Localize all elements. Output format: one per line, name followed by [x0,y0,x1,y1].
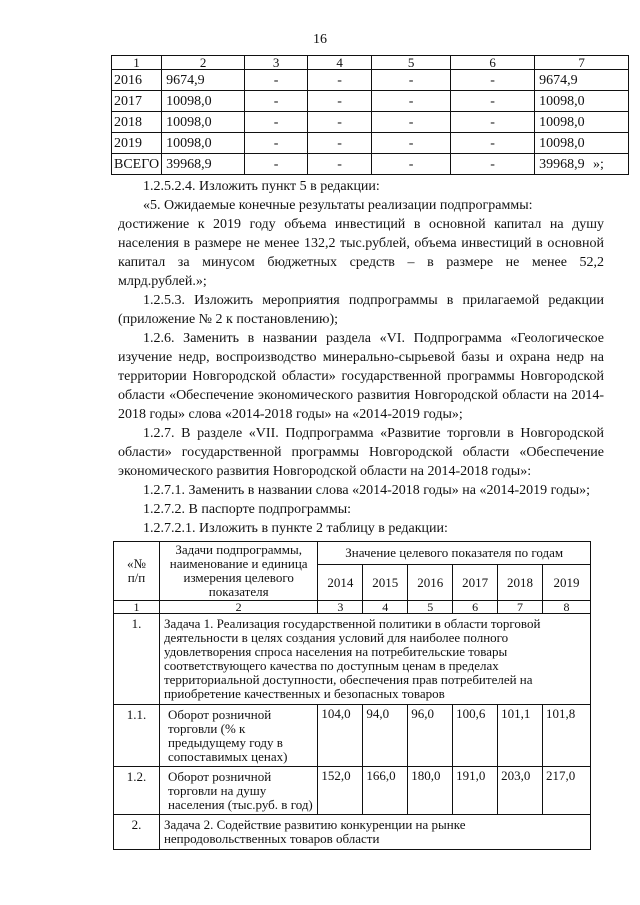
year-header: 2014 [318,565,363,601]
table-cell: 10098,0 [535,133,629,154]
column-number: 5 [372,56,451,70]
column-index: 6 [453,601,498,614]
table-row [112,154,629,175]
task-number: 1. [114,614,160,705]
table-row [112,112,629,133]
table-cell: 2016 [112,70,162,91]
indicator-value: 101,1 [498,705,543,767]
table-cell: - [372,154,451,175]
column-number: 3 [245,56,308,70]
indicator-value: 152,0 [318,767,363,815]
table-row [112,133,629,154]
table-cell: 9674,9 [162,70,245,91]
indicator-value: 96,0 [408,705,453,767]
table-cell: 10098,0 [535,112,629,133]
header-number: «№ п/п [114,542,160,601]
indicator-value: 101,8 [543,705,591,767]
table-closing-mark: »; [593,157,604,172]
header-task: Задачи подпрограммы, наименование и единица измерения целевого показателя [159,542,317,601]
paragraph: 1.2.7.2. В паспорте подпрограммы: [143,502,352,517]
table-cell: - [451,154,535,175]
task-number: 2. [114,815,160,850]
indicator-value: 166,0 [363,767,408,815]
indicator-value: 203,0 [498,767,543,815]
paragraph: 1.2.7.2.1. Изложить в пункте 2 таблицу в редакции: [143,521,448,536]
paragraph: 1.2.5.2.4. Изложить пункт 5 в редакции: [143,179,380,194]
table-row [112,70,629,91]
table-cell: 39968,9 [535,154,629,175]
table-cell: - [245,91,308,112]
body-text [118,177,604,538]
indicator-table [113,541,591,850]
table-cell: 2018 [112,112,162,133]
table-row [112,91,629,112]
task-text: Задача 2. Содействие развитию конкуренции на рынке непродовольственных товаров области [159,815,590,850]
table-cell: 10098,0 [162,91,245,112]
table-row [114,705,591,767]
column-index: 3 [318,601,363,614]
table-row [114,767,591,815]
header-values: Значение целевого показателя по годам [318,542,591,565]
task-text: Задача 1. Реализация государственной политики в области торговой деятельности в целях создания условий для наиболее полного удовлетворения спроса населения на потребительские товары соответствующего качества по доступным ценам в пределах территориальной доступности, обеспечения прав потребителей на приобретение качественных и безопасных товаров [159,614,590,705]
table-cell: - [308,70,372,91]
year-header: 2018 [498,565,543,601]
column-number: 1 [112,56,162,70]
row-number: 1.2. [114,767,160,815]
table-cell: - [372,112,451,133]
table-cell: - [308,133,372,154]
year-header: 2015 [363,565,408,601]
table-cell: - [245,112,308,133]
column-index: 1 [114,601,160,614]
indicator-value: 217,0 [543,767,591,815]
index-row [114,601,591,614]
table-cell: 10098,0 [535,91,629,112]
column-number: 6 [451,56,535,70]
paragraph: 1.2.7.1. Заменить в названии слова «2014-2018 годы» на «2014-2019 годы»; [143,483,591,498]
table-cell: - [245,70,308,91]
paragraph: 1.2.6. Заменить в названии раздела «VI. Подпрограмма «Геологическое изучение недр, воспроизводство минерально-сырьевой базы и охрана недр на территории Новгородской области» государственной программы Новгородской области «Обеспечение экономического развития Новгородской области на 2014-2018 годы» слова «2014-2018 годы» на «2014-2019 годы»; [118,331,604,422]
column-index: 8 [543,601,591,614]
paragraph: достижение к 2019 году объема инвестиций в основной капитал на душу населения в размере не менее 132,2 тыс.рублей, объема инвестиций в основной капитал за минусом бюджетных средств – в размере не менее 52,2 млрд.рублей.»; [118,217,604,289]
column-index: 4 [363,601,408,614]
table-cell: ВСЕГО [112,154,162,175]
table-cell: - [451,112,535,133]
table-cell: - [451,133,535,154]
column-number: 2 [162,56,245,70]
table-cell: 2017 [112,91,162,112]
table-cell: 9674,9 [535,70,629,91]
table-cell: - [451,91,535,112]
indicator-name: Оборот розничной торговли (% к предыдущему году в сопоставимых ценах) [159,705,317,767]
table-cell: - [308,154,372,175]
table-cell: - [245,154,308,175]
table-cell: - [372,133,451,154]
table-cell: 10098,0 [162,112,245,133]
indicator-value: 94,0 [363,705,408,767]
table-cell: - [308,112,372,133]
indicator-value: 104,0 [318,705,363,767]
table-cell: - [245,133,308,154]
paragraph: 1.2.5.3. Изложить мероприятия подпрограммы в прилагаемой редакции (приложение № 2 к постановлению); [118,293,604,327]
table-cell: - [451,70,535,91]
header-row [112,56,629,70]
table-cell: 2019 [112,133,162,154]
paragraph: 1.2.7. В разделе «VII. Подпрограмма «Развитие торговли в Новгородской области» государственной программы Новгородской области «Обеспечение экономического развития Новгородской области на 2014-2018 годы»: [118,426,604,479]
table-cell: 39968,9 [162,154,245,175]
table-cell: - [308,91,372,112]
table-cell: - [372,70,451,91]
funding-table [111,55,629,175]
table-cell: 10098,0 [162,133,245,154]
page-number: 16 [313,32,327,47]
indicator-value: 180,0 [408,767,453,815]
year-header: 2019 [543,565,591,601]
year-header: 2016 [408,565,453,601]
indicator-name: Оборот розничной торговли на душу населения (тыс.руб. в год) [159,767,317,815]
year-header: 2017 [453,565,498,601]
column-index: 5 [408,601,453,614]
column-number: 4 [308,56,372,70]
column-index: 7 [498,601,543,614]
table-cell: - [372,91,451,112]
column-index: 2 [159,601,317,614]
paragraph: «5. Ожидаемые конечные результаты реализации подпрограммы: [143,198,533,213]
row-number: 1.1. [114,705,160,767]
indicator-value: 191,0 [453,767,498,815]
indicator-value: 100,6 [453,705,498,767]
column-number: 7 [535,56,629,70]
